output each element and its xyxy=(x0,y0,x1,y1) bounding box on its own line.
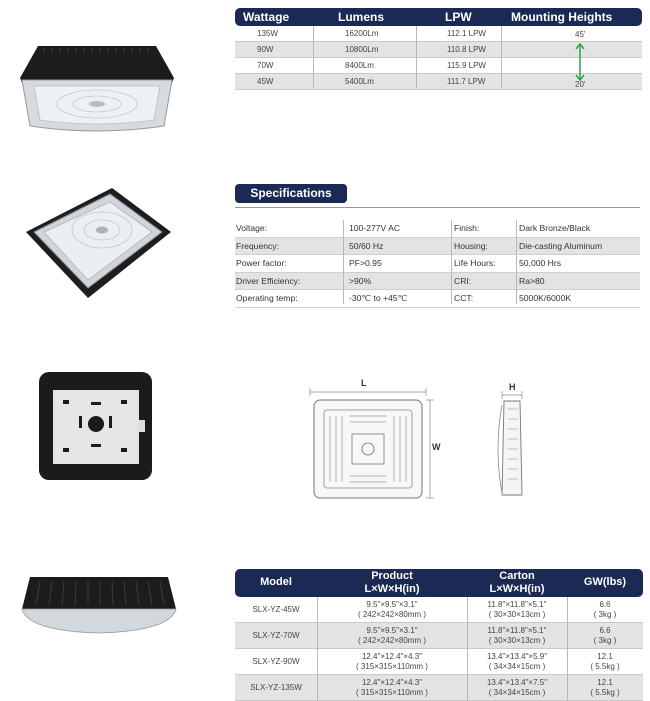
spec-label: Voltage: xyxy=(236,223,268,233)
header-product: Product xyxy=(371,570,413,582)
divider xyxy=(516,220,517,304)
table-row xyxy=(235,220,640,238)
cell-lumens: 16200Lm xyxy=(345,29,379,38)
table-row xyxy=(235,255,640,273)
cell-gw-lbs: 12.1 xyxy=(597,678,613,687)
cell-product-in: 12.4"×12.4"×4.3" xyxy=(361,652,423,661)
divider xyxy=(451,220,452,304)
cell-product-in: 9.5"×9.5"×3.1" xyxy=(366,626,418,635)
cell-gw-kg: ( 3kg ) xyxy=(593,636,617,645)
cell-carton-in: 13.4"×13.4"×7.5" xyxy=(486,678,548,687)
spec-label: Operating temp: xyxy=(236,293,298,303)
height-range-arrow-icon xyxy=(575,42,585,82)
spec-value: 100-277V AC xyxy=(349,223,401,233)
header-lumens: Lumens xyxy=(338,10,385,24)
divider xyxy=(235,207,640,208)
dimension-label-length: L xyxy=(361,378,367,388)
cell-gw-lbs: 12.1 xyxy=(597,652,613,661)
spec-value: PF>0.95 xyxy=(349,258,382,268)
divider xyxy=(313,26,314,88)
header-gross-weight: GW(lbs) xyxy=(583,576,627,588)
cell-model: SLX-YZ-135W xyxy=(250,683,302,692)
model-table-header xyxy=(235,569,643,597)
product-photo-front xyxy=(18,38,176,138)
header-carton-unit: L×W×H(in) xyxy=(489,583,545,595)
cell-wattage: 135W xyxy=(257,29,278,38)
spec-label: Finish: xyxy=(454,223,480,233)
cell-wattage: 70W xyxy=(257,61,274,70)
divider xyxy=(317,597,318,701)
spec-value: 5000K/6000K xyxy=(519,293,572,303)
spec-value: 50,000 Hrs xyxy=(519,258,562,268)
cell-model: SLX-YZ-70W xyxy=(252,631,300,640)
cell-carton-mm: ( 34×34×15cm ) xyxy=(488,688,546,697)
header-product-unit: L×W×H(in) xyxy=(364,583,420,595)
header-lpw: LPW xyxy=(445,10,472,24)
specifications-title: Specifications xyxy=(235,184,347,203)
header-wattage: Wattage xyxy=(243,10,290,24)
cell-gw-lbs: 6.6 xyxy=(599,626,611,635)
divider xyxy=(467,597,468,701)
dimension-label-width: W xyxy=(432,442,441,452)
cell-lumens: 10800Lm xyxy=(345,45,379,54)
table-row xyxy=(235,290,640,308)
cell-product-in: 9.5"×9.5"×3.1" xyxy=(366,600,418,609)
model-table xyxy=(235,569,643,701)
table-row xyxy=(235,597,643,623)
spec-value: >90% xyxy=(349,275,372,286)
spec-label: CRI: xyxy=(454,275,472,286)
cell-product-mm: ( 315×315×110mm ) xyxy=(356,662,428,671)
dimension-label-height: H xyxy=(509,382,516,392)
divider xyxy=(416,26,417,88)
spec-label: Life Hours: xyxy=(454,258,496,268)
cell-product-mm: ( 315×315×110mm ) xyxy=(356,688,428,697)
spec-label: Housing: xyxy=(454,240,488,251)
cell-model: SLX-YZ-45W xyxy=(252,605,300,614)
cell-carton-mm: ( 30×30×13cm ) xyxy=(488,610,546,619)
cell-carton-mm: ( 30×30×13cm ) xyxy=(488,636,546,645)
wattage-table xyxy=(235,8,642,90)
spec-value: Die-casting Aluminum xyxy=(519,240,603,251)
cell-product-mm: ( 242×242×80mm ) xyxy=(357,636,427,645)
cell-carton-in: 13.4"×13.4"×5.9" xyxy=(486,652,548,661)
cell-carton-mm: ( 34×34×15cm ) xyxy=(488,662,546,671)
cell-wattage: 90W xyxy=(257,45,274,54)
divider xyxy=(343,220,344,304)
cell-lpw: 115.9 LPW xyxy=(447,61,486,70)
product-photo-side xyxy=(20,575,178,637)
table-row xyxy=(235,649,643,675)
cell-gw-lbs: 6.6 xyxy=(599,600,611,609)
spec-value: Ra>80 xyxy=(519,275,545,286)
cell-model: SLX-YZ-90W xyxy=(252,657,300,666)
cell-lpw: 110.8 LPW xyxy=(447,45,486,54)
wattage-table-header xyxy=(235,8,642,26)
cell-lumens: 8400Lm xyxy=(345,61,374,70)
table-row xyxy=(235,273,640,291)
spec-value: 50/60 Hz xyxy=(349,240,384,251)
product-photo-back xyxy=(39,372,152,480)
header-carton: Carton xyxy=(499,570,535,582)
header-model: Model xyxy=(260,576,292,588)
height-max-label: 45' xyxy=(575,30,586,39)
cell-carton-in: 11.8"×11.8"×5.1" xyxy=(487,626,547,635)
divider xyxy=(567,597,568,701)
height-min-label: 20' xyxy=(575,80,586,89)
spec-label: Frequency: xyxy=(236,240,279,251)
header-mounting-heights: Mounting Heights xyxy=(511,10,613,24)
spec-value: -30℃ to +45℃ xyxy=(349,293,408,303)
cell-wattage: 45W xyxy=(257,77,274,86)
cell-lpw: 112.1 LPW xyxy=(447,29,486,38)
table-row xyxy=(235,623,643,649)
spec-label: Power factor: xyxy=(236,258,287,268)
table-row xyxy=(235,675,643,701)
cell-product-mm: ( 242×242×80mm ) xyxy=(357,610,427,619)
cell-gw-kg: ( 3kg ) xyxy=(593,610,617,619)
cell-lumens: 5400Lm xyxy=(345,77,374,86)
specifications-table xyxy=(235,220,640,308)
table-row xyxy=(235,238,640,256)
spec-value: Dark Bronze/Black xyxy=(519,223,591,233)
cell-lpw: 111.7 LPW xyxy=(447,77,486,86)
dimension-diagram-top-view xyxy=(304,376,444,504)
spec-label: Driver Efficiency: xyxy=(236,275,301,286)
spec-label: CCT: xyxy=(454,293,474,303)
cell-carton-in: 11.8"×11.8"×5.1" xyxy=(487,600,547,609)
dimension-diagram-side-view xyxy=(490,383,534,501)
divider xyxy=(501,26,502,88)
cell-product-in: 12.4"×12.4"×4.3" xyxy=(361,678,423,687)
product-photo-angled xyxy=(26,188,171,300)
cell-gw-kg: ( 5.5kg ) xyxy=(590,688,620,697)
cell-gw-kg: ( 5.5kg ) xyxy=(590,662,620,671)
